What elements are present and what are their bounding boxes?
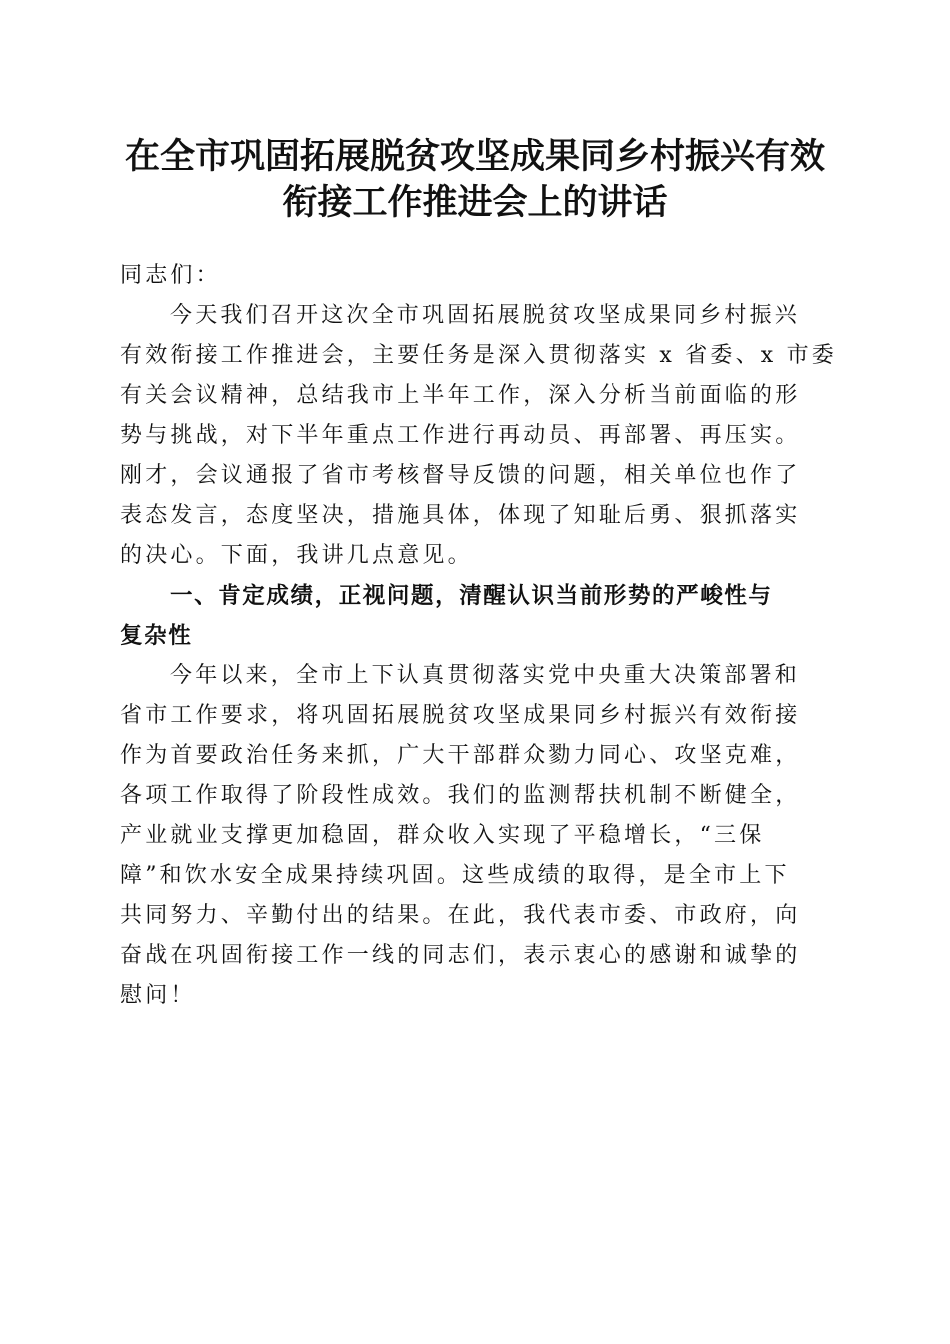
paragraph-line: 有关会议精神，总结我市上半年工作，深入分析当前面临的形 bbox=[120, 383, 801, 408]
paragraph-line: 奋战在巩固衔接工作一线的同志们，表示衷心的感谢和诚挚的 bbox=[120, 943, 801, 968]
salutation: 同志们： bbox=[120, 263, 221, 288]
paragraph-line: 障”和饮水安全成果持续巩固。这些成绩的取得，是全市上下 bbox=[120, 863, 790, 888]
paragraph-intro bbox=[120, 296, 837, 576]
paragraph-line: 表态发言，态度坚决，措施具体，体现了知耻后勇、狠抓落实 bbox=[120, 503, 801, 528]
paragraph-line: 慰问！ bbox=[120, 983, 196, 1008]
title-line-2: 衔接工作推进会上的讲话 bbox=[282, 182, 668, 223]
paragraph-line: 共同努力、辛勤付出的结果。在此，我代表市委、市政府，向 bbox=[120, 903, 801, 928]
heading-line: 一、肯定成绩，正视问题，清醒认识当前形势的严峻性与 bbox=[170, 583, 773, 609]
heading-line: 复杂性 bbox=[120, 623, 193, 649]
paragraph-line: 今年以来，全市上下认真贯彻落实党中央重大决策部署和 bbox=[170, 663, 801, 688]
document-body bbox=[120, 256, 837, 1016]
paragraph-line: 刚才，会议通报了省市考核督导反馈的问题，相关单位也作了 bbox=[120, 463, 801, 488]
paragraph-line: 的决心。下面，我讲几点意见。 bbox=[120, 543, 473, 568]
section-heading-1 bbox=[120, 576, 825, 656]
paragraph-line: 产业就业支撑更加稳固，群众收入实现了平稳增长，“三保 bbox=[120, 823, 765, 848]
paragraph-line: 势与挑战，对下半年重点工作进行再动员、再部署、再压实。 bbox=[120, 423, 801, 448]
title-line-1: 在全市巩固拓展脱贫攻坚成果同乡村振兴有效 bbox=[124, 136, 825, 177]
paragraph-line: 省市工作要求，将巩固拓展脱贫攻坚成果同乡村振兴有效衔接 bbox=[120, 703, 801, 728]
document-title bbox=[100, 134, 850, 226]
paragraph-line: 今天我们召开这次全市巩固拓展脱贫攻坚成果同乡村振兴 bbox=[170, 303, 801, 328]
paragraph-line: 有效衔接工作推进会，主要任务是深入贯彻落实 x 省委、x 市委 bbox=[120, 343, 837, 368]
paragraph-line: 作为首要政治任务来抓，广大干部群众勠力同心、攻坚克难， bbox=[120, 743, 801, 768]
paragraph-line: 各项工作取得了阶段性成效。我们的监测帮扶机制不断健全， bbox=[120, 783, 801, 808]
paragraph-achievements bbox=[120, 656, 825, 1016]
